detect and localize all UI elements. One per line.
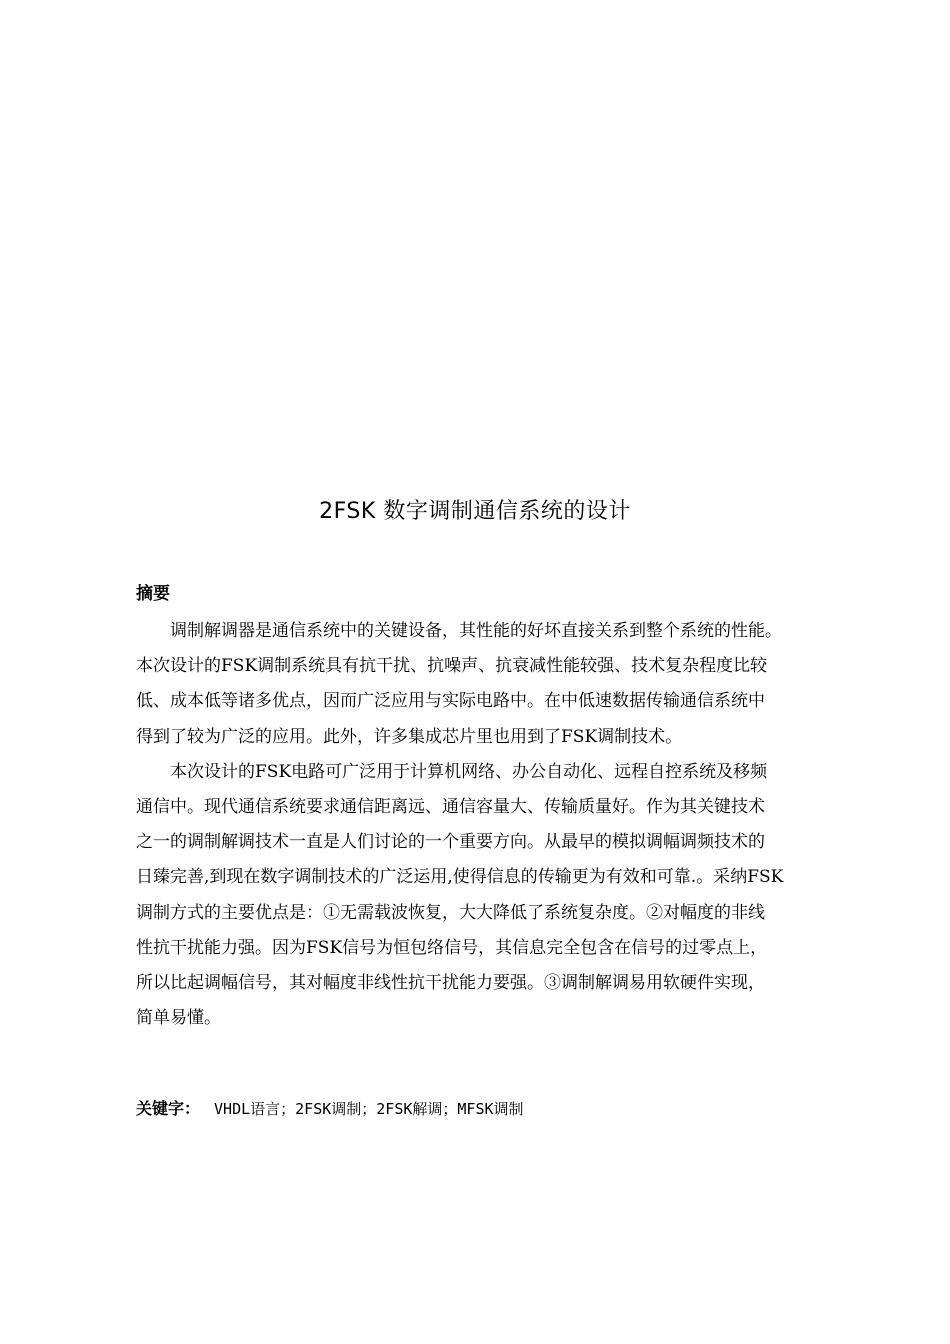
abstract-line: 性抗干扰能力强。因为FSK信号为恒包络信号，其信息完全包含在信号的过零点上， — [136, 937, 768, 958]
abstract-line: 日臻完善,到现在数字调制技术的广泛运用,使得信息的传输更为有效和可靠.。采纳FSK — [136, 867, 784, 888]
abstract-line: 调制方式的主要优点是：①无需载波恢复，大大降低了系统复杂度。②对幅度的非线 — [136, 902, 765, 923]
abstract-line: 调制解调器是通信系统中的关键设备，其性能的好坏直接关系到整个系统的性能。 — [170, 621, 782, 641]
document-title: 2FSK 数字调制通信系统的设计 — [319, 499, 631, 524]
abstract-heading: 摘要 — [136, 584, 170, 604]
abstract-paragraph-1 — [136, 614, 874, 755]
keywords-value: VHDL语言；2FSK调制；2FSK解调；MFSK调制 — [214, 1100, 524, 1118]
abstract-line: 通信中。现代通信系统要求通信距离远、通信容量大、传输质量好。作为其关键技术 — [136, 797, 765, 818]
keywords-label: 关键字： — [136, 1099, 201, 1118]
abstract-line: 本次设计的FSK电路可广泛用于计算机网络、办公自动化、远程自控系统及移频 — [170, 761, 768, 782]
abstract-paragraph-2 — [136, 755, 874, 1037]
abstract-line: 简单易懂。 — [136, 1008, 221, 1029]
abstract-line: 低、成本低等诸多优点，因而广泛应用与实际电路中。在中低速数据传输通信系统中 — [136, 691, 765, 712]
keywords — [136, 1097, 524, 1122]
abstract-line: 所以比起调幅信号，其对幅度非线性抗干扰能力要强。③调制解调易用软硬件实现， — [136, 973, 765, 994]
abstract-body — [136, 614, 874, 1036]
abstract-line: 之一的调制解调技术一直是人们讨论的一个重要方向。从最早的模拟调幅调频技术的 — [136, 832, 765, 853]
abstract-line: 本次设计的FSK调制系统具有抗干扰、抗噪声、抗衰减性能较强、技术复杂程度比较 — [136, 656, 768, 677]
abstract-line: 得到了较为广泛的应用。此外，许多集成芯片里也用到了FSK调制技术。 — [136, 726, 683, 747]
